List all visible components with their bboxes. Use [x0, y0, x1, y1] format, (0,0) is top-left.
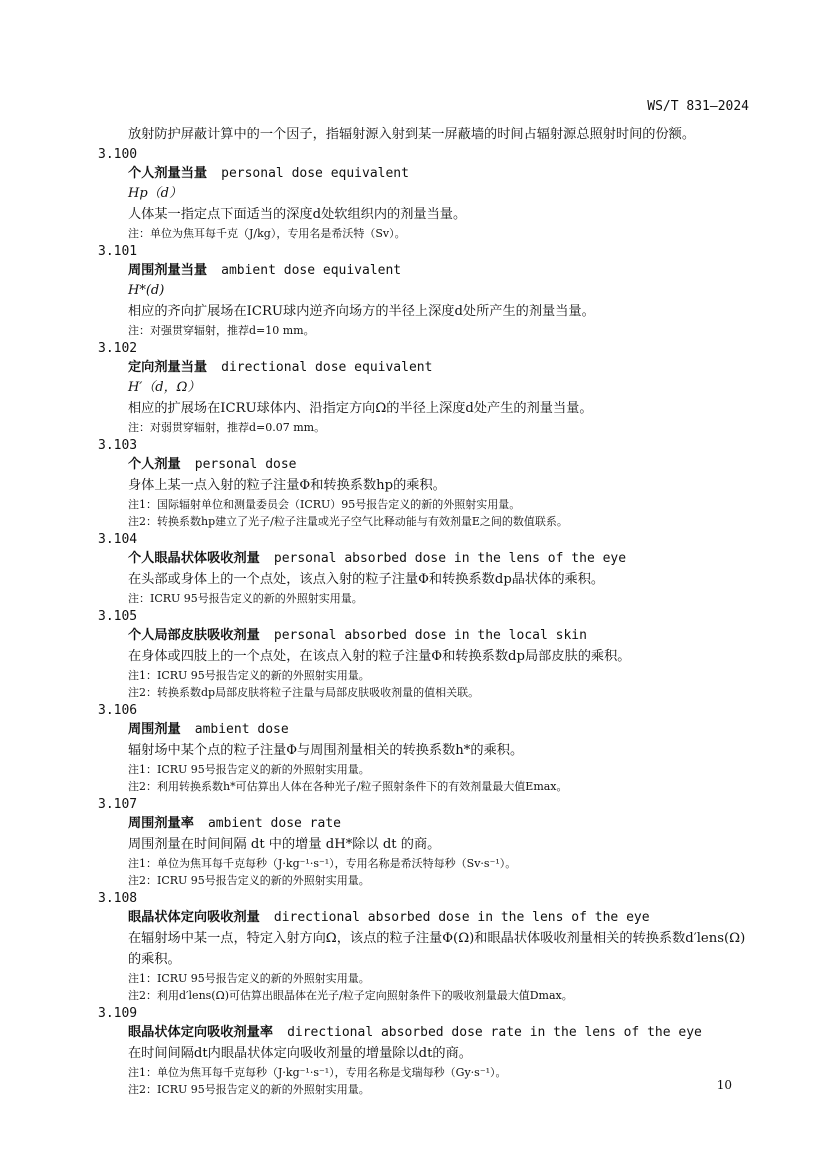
entry-number: 3.108 [98, 891, 138, 906]
term-symbol: H′（d，Ω） [128, 380, 201, 395]
term-heading [98, 1023, 758, 1043]
term-english: personal dose [194, 457, 297, 472]
term-heading [98, 626, 758, 646]
entry-number: 3.106 [98, 703, 138, 718]
entry-number: 3.101 [98, 244, 138, 259]
term-english: ambient dose rate [207, 816, 341, 831]
term-note: 注2：利用d′lens(Ω)可估算出眼晶体在光子/粒子定向照射条件下的吸收剂量最大值Dmax。 [128, 989, 573, 1002]
term-chinese: 眼晶状体定向吸收剂量率 [128, 1025, 274, 1040]
entry-number: 3.102 [98, 341, 138, 356]
term-english: personal absorbed dose in the local skin [273, 628, 587, 643]
page-number: 10 [716, 1078, 732, 1092]
term-definition: 人体某一指定点下面适当的深度d处软组织内的剂量当量。 [128, 207, 467, 222]
term-chinese: 个人剂量当量 [128, 166, 208, 181]
term-heading [98, 549, 758, 569]
term-definition: 身体上某一点入射的粒子注量Φ和转换系数hp的乘积。 [128, 478, 446, 493]
term-definition: 辐射场中某个点的粒子注量Φ与周围剂量相关的转换系数h*的乘积。 [128, 743, 524, 758]
term-heading [98, 261, 758, 281]
term-entry [98, 242, 758, 339]
term-english: directional absorbed dose in the lens of the eye [273, 910, 650, 925]
entry-number: 3.103 [98, 438, 138, 453]
term-definition: 相应的齐向扩展场在ICRU球内逆齐向场方的半径上深度d处所产生的剂量当量。 [128, 304, 595, 319]
term-english: directional dose equivalent [221, 360, 433, 375]
term-english: personal absorbed dose in the lens of the eye [273, 551, 627, 566]
term-entry [98, 339, 758, 436]
term-symbol: H*(d) [128, 283, 165, 298]
term-note: 注2：ICRU 95号报告定义的新的外照射实用量。 [128, 874, 370, 887]
term-note: 注1：ICRU 95号报告定义的新的外照射实用量。 [128, 763, 370, 776]
term-heading [98, 814, 758, 834]
term-chinese: 个人剂量 [128, 457, 181, 472]
term-heading [98, 908, 758, 928]
term-chinese: 个人局部皮肤吸收剂量 [128, 628, 260, 643]
term-english: ambient dose [194, 722, 289, 737]
term-entry [98, 436, 758, 530]
term-definition: 在身体或四肢上的一个点处，在该点入射的粒子注量Φ和转换系数dp局部皮肤的乘积。 [128, 649, 631, 664]
term-note: 注2：转换系数dp局部皮肤将粒子注量与局部皮肤吸收剂量的值相关联。 [128, 686, 480, 699]
term-note: 注：对强贯穿辐射，推荐d=10 mm。 [128, 324, 315, 337]
term-symbol: Hp（d） [128, 186, 182, 201]
entry-number: 3.100 [98, 147, 138, 162]
term-note: 注：ICRU 95号报告定义的新的外照射实用量。 [128, 592, 363, 605]
term-note: 注：单位为焦耳每千克（J/kg），专用名是希沃特（Sv）。 [128, 227, 406, 240]
term-entries [98, 145, 758, 1098]
term-note: 注1：ICRU 95号报告定义的新的外照射实用量。 [128, 972, 370, 985]
term-entry [98, 145, 758, 242]
term-definition: 周围剂量在时间间隔 dt 中的增量 dH*除以 dt 的商。 [128, 837, 441, 852]
term-note: 注2：转换系数hp建立了光子/粒子注量或光子空气比释动能与有效剂量E之间的数值联系。 [128, 515, 568, 528]
term-english: directional absorbed dose rate in the lens of the eye [287, 1025, 702, 1040]
term-heading [98, 455, 758, 475]
term-entry [98, 1004, 758, 1098]
term-note: 注1：国际辐射单位和测量委员会（ICRU）95号报告定义的新的外照射实用量。 [128, 498, 521, 511]
intro-paragraph: 放射防护屏蔽计算中的一个因子，指辐射源入射到某一屏蔽墙的时间占辐射源总照射时间的份额。 [128, 127, 696, 142]
entry-number: 3.104 [98, 532, 138, 547]
term-chinese: 周围剂量率 [128, 816, 194, 831]
term-definition: 相应的扩展场在ICRU球体内、沿指定方向Ω的半径上深度d处产生的剂量当量。 [128, 401, 593, 416]
term-chinese: 周围剂量 [128, 722, 181, 737]
entry-number: 3.107 [98, 797, 138, 812]
term-note: 注2：利用转换系数h*可估算出人体在各种光子/粒子照射条件下的有效剂量最大值Emax。 [128, 780, 568, 793]
term-definition: 在时间间隔dt内眼晶状体定向吸收剂量的增量除以dt的商。 [128, 1046, 472, 1061]
term-heading [98, 164, 758, 184]
term-note: 注1：单位为焦耳每千克每秒（J·kg⁻¹·s⁻¹），专用名称是戈瑞每秒（Gy·s⁻¹）。 [128, 1066, 507, 1079]
term-entry [98, 530, 758, 607]
term-english: personal dose equivalent [221, 166, 409, 181]
term-heading [98, 358, 758, 378]
term-note: 注1：ICRU 95号报告定义的新的外照射实用量。 [128, 669, 370, 682]
term-note: 注1：单位为焦耳每千克每秒（J·kg⁻¹·s⁻¹），专用名称是希沃特每秒（Sv·s⁻¹）。 [128, 857, 517, 870]
term-entry [98, 889, 758, 1004]
term-entry [98, 701, 758, 795]
term-note: 注：对弱贯穿辐射，推荐d=0.07 mm。 [128, 421, 326, 434]
entry-number: 3.109 [98, 1006, 138, 1021]
term-note: 注2：ICRU 95号报告定义的新的外照射实用量。 [128, 1083, 370, 1096]
document-body [98, 124, 758, 1098]
term-entry [98, 607, 758, 701]
term-definition: 在辐射场中某一点，特定入射方向Ω，该点的粒子注量Φ(Ω)和眼晶状体吸收剂量相关的转换系数d′lens(Ω)的乘积。 [128, 931, 746, 967]
term-chinese: 定向剂量当量 [128, 360, 208, 375]
term-chinese: 个人眼晶状体吸收剂量 [128, 551, 260, 566]
term-english: ambient dose equivalent [221, 263, 402, 278]
standard-code-header: WS/T 831—2024 [647, 99, 749, 114]
entry-number: 3.105 [98, 609, 138, 624]
term-heading [98, 720, 758, 740]
term-entry [98, 795, 758, 889]
term-definition: 在头部或身体上的一个点处，该点入射的粒子注量Φ和转换系数dp晶状体的乘积。 [128, 572, 605, 587]
term-chinese: 周围剂量当量 [128, 263, 208, 278]
term-chinese: 眼晶状体定向吸收剂量 [128, 910, 260, 925]
